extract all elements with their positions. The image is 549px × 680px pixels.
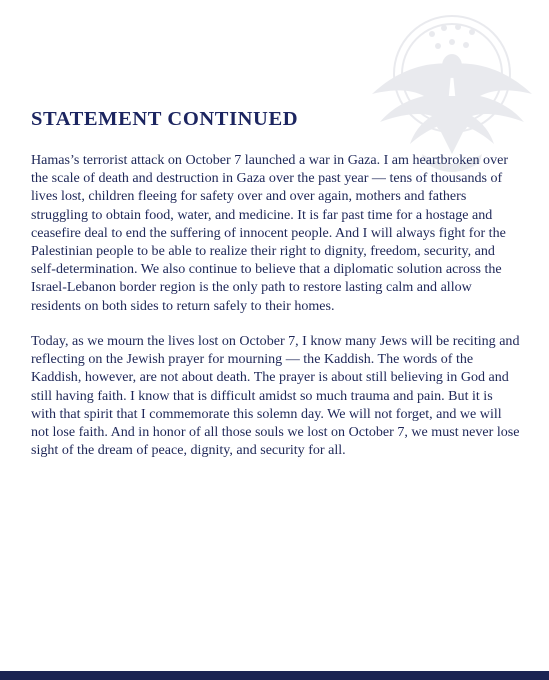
statement-paragraph-1: Hamas’s terrorist attack on October 7 launched a war in Gaza. I am heartbroken over the scale of death and destruction in Gaza over the past year — tens of thousands of lives lost, children fleeing for safety over and over again, mothers and fathers struggling to obtain food, water, and medicine. It is far past time for a hostage and ceasefire deal to end the suffering of innocent people. And I will always fight for the Palestinian people to be able to realize their right to dignity, freedom, security, and self-determination. We also continue to believe that a diplomatic solution across the Israel-Lebanon border region is the only path to restore lasting calm and allow residents on both sides to return safely to their homes. bbox=[31, 152, 509, 314]
bottom-accent-bar bbox=[0, 671, 549, 680]
page-title: STATEMENT CONTINUED bbox=[31, 108, 299, 130]
statement-paragraph-2: Today, as we mourn the lives lost on October 7, I know many Jews will be reciting and reflecting on the Jewish prayer for mourning — the Kaddish. The words of the Kaddish, however, are not about death. The prayer is about still believing in God and still having faith. I know that is difficult amidst so much trauma and pain. But it is with that spirit that I commemorate this solemn day. We will not forget, and we will not lose faith. And in honor of all those souls we lost on October 7, we must never lose sight of the dream of peace, dignity, and security for all. bbox=[31, 333, 520, 459]
